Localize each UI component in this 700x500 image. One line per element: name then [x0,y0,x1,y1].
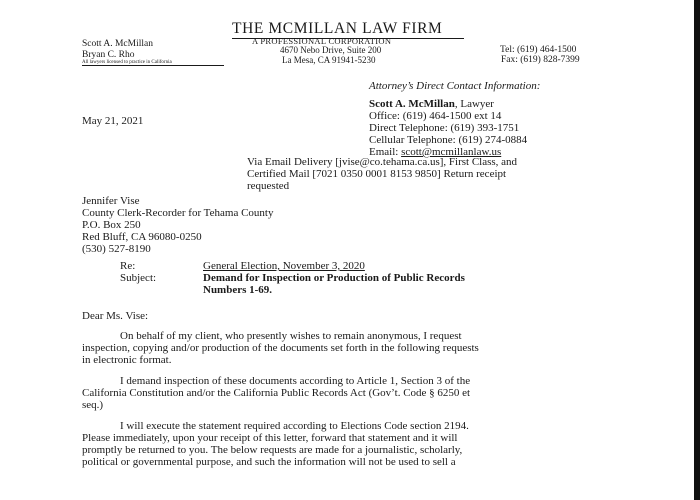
paragraph3-line3: promptly be returned to you. The below requests are made for a journalistic, scholarly, [82,444,463,456]
lawyer-name-1: Scott A. McMillan [82,39,153,49]
contact-direct: Direct Telephone: (619) 393-1751 [369,122,520,134]
paragraph3-line2: Please immediately, upon your receipt of this letter, forward that statement and it will [82,432,458,444]
subject-line1: Demand for Inspection or Production of Public Records [203,272,465,284]
re-value: General Election, November 3, 2020 [203,260,365,272]
firm-fax: Fax: (619) 828-7399 [501,55,580,65]
recipient-name: Jennifer Vise [82,195,140,207]
contact-cell: Cellular Telephone: (619) 274-0884 [369,134,528,146]
contact-name-line [369,98,494,110]
paragraph3-line4: political or governmental purpose, and such the information will not be used to sell a [82,456,456,468]
paragraph3-line1: I will execute the statement required according to Elections Code section 2194. [120,420,469,432]
paragraph2-line1: I demand inspection of these documents according to Article 1, Section 3 of the [120,375,471,387]
subject-label: Subject: [120,272,157,284]
contact-heading: Attorney’s Direct Contact Information: [369,80,541,92]
contact-office: Office: (619) 464-1500 ext 14 [369,110,502,122]
paragraph1-line1: On behalf of my client, who presently wishes to remain anonymous, I request [120,330,462,342]
delivery-line2: Certified Mail [7021 0350 0001 8153 9850] Return receipt [247,168,507,180]
scan-edge-border [694,0,700,500]
firm-telephone: Tel: (619) 464-1500 [500,45,577,55]
salutation: Dear Ms. Vise: [82,310,149,322]
firm-subtitle: A PROFESSIONAL CORPORATION [252,36,392,46]
letter-date: May 21, 2021 [82,115,144,127]
contact-email-link[interactable]: scott@mcmillanlaw.us [401,146,502,158]
paragraph1-line3: in electronic format. [82,354,172,366]
firm-address-line2: La Mesa, CA 91941-5230 [282,55,376,65]
paragraph1-line2: inspection, copying and/or production of the documents set forth in the following requests [82,342,479,354]
contact-title: , Lawyer [454,98,494,110]
delivery-line3: requested [247,180,290,192]
contact-name: Scott A. McMillan [369,98,455,110]
lawyer-name-2: Bryan C. Rho [82,50,135,60]
recipient-phone: (530) 527-8190 [82,243,151,255]
recipient-city: Red Bluff, CA 96080-0250 [82,231,202,243]
license-note: All lawyers licensed to practice in California [82,60,172,65]
contact-email-label: Email: [369,146,402,158]
recipient-pobox: P.O. Box 250 [82,219,141,231]
recipient-title: County Clerk-Recorder for Tehama County [82,207,274,219]
delivery-line1: Via Email Delivery [jvise@co.tehama.ca.us], First Class, and [247,156,518,168]
license-rule [82,65,224,66]
paragraph2-line3: seq.) [82,399,104,411]
paragraph2-line2: California Constitution and/or the California Public Records Act (Gov’t. Code § 6250 et [82,387,471,399]
re-label: Re: [120,260,136,272]
subject-line2: Numbers 1-69. [203,284,273,296]
firm-name: THE MCMILLAN LAW FIRM [232,20,443,37]
firm-address-line1: 4670 Nebo Drive, Suite 200 [280,45,382,55]
